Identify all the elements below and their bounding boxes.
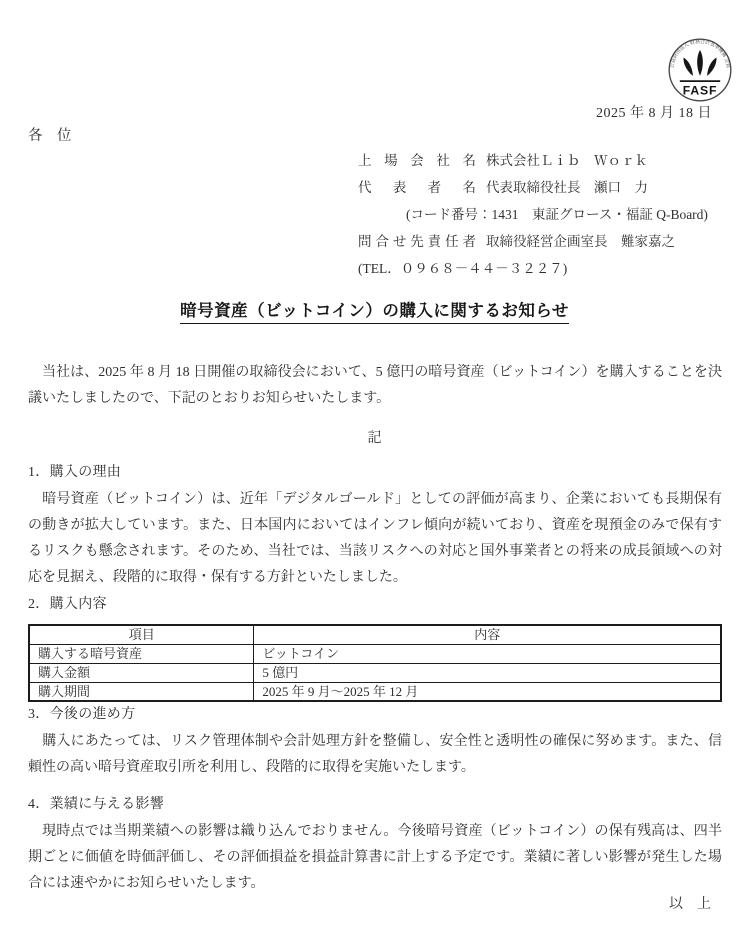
table-cell-value: ビットコイン — [254, 644, 721, 663]
sender-value: 取締役経営企画室長 難家嘉之 — [486, 234, 675, 249]
table-row — [29, 663, 721, 682]
table-row — [29, 682, 721, 701]
table-header-item: 項目 — [29, 625, 254, 644]
document-title — [0, 297, 749, 321]
table-header-row — [29, 625, 721, 644]
section-body: 現時点では当期業績への影響は織り込んでおりません。今後暗号資産（ビットコイン）の保有残高は、四半期ごとに価値を時価評価し、その評価損益を損益計算書に計上する予定です。業績に著しい影響が発生した場合には速やかにお知らせいたします。 — [28, 824, 722, 891]
sender-line-representative — [358, 174, 728, 201]
table-cell-value: 5 億円 — [254, 663, 721, 682]
section-heading: 3．今後の進め方 — [28, 707, 136, 722]
sender-value: (TEL．０９６８－４４－３２２７) — [358, 261, 568, 276]
sender-block — [358, 147, 728, 282]
table-cell-value: 2025 年 9 月～2025 年 12 月 — [254, 682, 721, 701]
sender-label: 上場会社名 — [358, 153, 476, 168]
document-title-text: 暗号資産（ビットコイン）の購入に関するお知らせ — [180, 301, 569, 324]
section-heading: 1．購入の理由 — [28, 465, 122, 480]
salutation: 各 位 — [28, 128, 72, 144]
section-purchase-reason — [28, 460, 722, 591]
sender-value: 株式会社Ｌｉｂ Ｗｏｒｋ — [486, 153, 648, 168]
table-cell-item: 購入金額 — [29, 663, 254, 682]
section-body: 暗号資産（ビットコイン）は、近年「デジタルゴールド」としての評価が高まり、企業においても長期保有の動きが拡大しています。また、日本国内においてはインフレ傾向が続いており、資産を現預金のみで保有するリスクも懸念されます。そのため、当社では、当該リスクへの対応と国外事業者との将来の成長領域への対応を見据え、段階的に取得・保有する方針といたしました。 — [28, 492, 722, 585]
purchase-details-table — [28, 624, 722, 702]
section-heading: 2．購入内容 — [28, 597, 107, 612]
sender-line-tel — [358, 255, 728, 282]
sender-value: 代表取締役社長 瀬口 力 — [486, 180, 648, 195]
table-row — [29, 644, 721, 663]
lead-paragraph: 当社は、2025 年 8 月 18 日開催の取締役会において、5 億円の暗号資産（ビットコイン）を購入することを決議いたしましたので、下記のとおりお知らせいたします。 — [28, 365, 722, 406]
release-date: 2025 年 8 月 18 日 — [596, 106, 712, 121]
sender-label: 代表者名 — [358, 180, 476, 195]
table-header-content: 内容 — [254, 625, 721, 644]
section-earnings-impact — [28, 792, 722, 897]
sender-line-company — [358, 147, 728, 174]
sender-line-contact — [358, 228, 728, 255]
fasf-logo-icon — [666, 36, 734, 104]
sender-value: (コード番号：1431 東証グロース・福証 Q-Board) — [406, 207, 708, 222]
record-mark: 記 — [367, 431, 382, 446]
fasf-ring-text: 公益財団法人 財務会計基準機構 会員 — [670, 40, 730, 69]
table-cell-item: 購入する暗号資産 — [29, 644, 254, 663]
section-body: 購入にあたっては、リスク管理体制や会計処理方針を整備し、安全性と透明性の確保に努めます。また、信頼性の高い暗号資産取引所を利用し、段階的に取得を実施いたします。 — [28, 734, 722, 775]
closing-mark: 以 上 — [669, 897, 711, 912]
sender-line-stock-code — [358, 201, 728, 228]
section-future-policy — [28, 702, 722, 781]
table-cell-item: 購入期間 — [29, 682, 254, 701]
section-heading: 4．業績に与える影響 — [28, 797, 164, 812]
section-purchase-details — [28, 592, 722, 702]
sender-label: 問合せ先責任者 — [358, 234, 476, 249]
fasf-label: FASF — [682, 83, 718, 98]
